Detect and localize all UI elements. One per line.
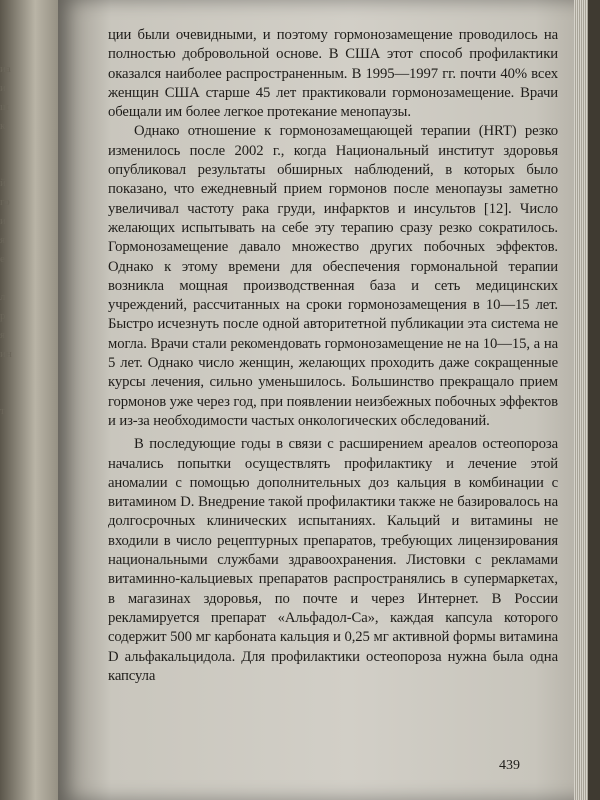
book-page	[58, 0, 588, 800]
edge-glyph	[0, 364, 22, 383]
edge-glyph: ин	[0, 348, 12, 360]
edge-glyph: л	[0, 291, 6, 303]
edge-glyph	[0, 383, 22, 402]
edge-glyph: й	[0, 177, 6, 189]
page-number: 439	[499, 758, 520, 773]
edge-glyph: я	[0, 329, 6, 341]
edge-glyph: я	[0, 234, 6, 246]
left-page	[0, 0, 64, 800]
edge-glyph: иа	[0, 63, 11, 75]
page-stack-edge	[574, 0, 588, 800]
paragraph: Однако отношение к гормонозамещающей терапии (HRT) резко изменилось после 2002 г., когда Национальный институт здоровья опубликовал результаты обширных наблюдений, в которых было показано, что ежедневный прием гормонов после менопаузы заметно увеличивал частоту рака груди, инфарктов и инсультов [12]. Число желающих испытывать на себе эту терапию сразу резко сократилось. Гормонозамещение давало множество других побочных эффектов. Однако к этому времени для обеспечения гормональной терапии возникла мощная производственная база и сеть медицинских учреждений, рассчитанных на сроки гормонозамещения в 10—15 лет. Быстро исчезнуть после одной авторитетной публикации эта система не могла. Врачи стали рекомендовать гормонозамещение не на 10—15, а на 5 лет. Однако число женщин, желающих проходить даже сокращенные курсы лечения, сильно уменьшилось. Большинство прекращало прием гормонов уже через год, при появлении неизбежных побочных эффектов и из-за необходимости частых онкологических обследований.	[108, 123, 558, 429]
edge-glyph	[0, 155, 22, 174]
edge-glyph	[0, 269, 22, 288]
edge-glyph: т	[0, 405, 5, 417]
edge-glyph: р	[0, 310, 6, 322]
edge-glyph: ш	[0, 101, 9, 113]
edge-glyph: е	[0, 253, 5, 265]
body-text	[108, 26, 558, 686]
edge-glyph: го	[0, 196, 10, 208]
edge-glyph: и	[0, 215, 6, 227]
edge-glyph	[0, 136, 22, 155]
edge-glyph: и	[0, 82, 6, 94]
left-page-edge-text	[0, 60, 22, 480]
paragraph: В последующие годы в связи с расширением ареалов остеопороза начались попытки осуществлять профилактику и лечение этой аномалии с помощью дополнительных доз кальция в комбинации с витамином D. Внедрение такой профилактики также не базировалось на долгосрочных клинических испытаниях. Кальций и витамины не входили в число рецептурных препаратов, требующих лицензирования национальными службами здравоохранения. Листовки с рекламами витаминно-кальциевых препаратов распространялись в супермаркетах, в магазинах здоровья, по почте и через Интернет. В России рекламируется препарат «Альфадол-Са», каждая капсула которого содержит 500 мг карбоната кальция и 0,25 мг активной формы витамина D альфакальцидола. Для профилактики остеопороза нужна была одна капсула	[108, 436, 558, 684]
paragraph: ции были очевидными, и поэтому гормонозамещение проводилось на полностью добровольной основе. В США этот способ профилактики оказался наиболее распространенным. В 1995—1997 гг. почти 40% всех женщин США старше 45 лет практиковали гормонозамещение. Врачи обещали им более легкое протекание менопаузы.	[108, 27, 558, 121]
edge-glyph: к	[0, 120, 6, 132]
